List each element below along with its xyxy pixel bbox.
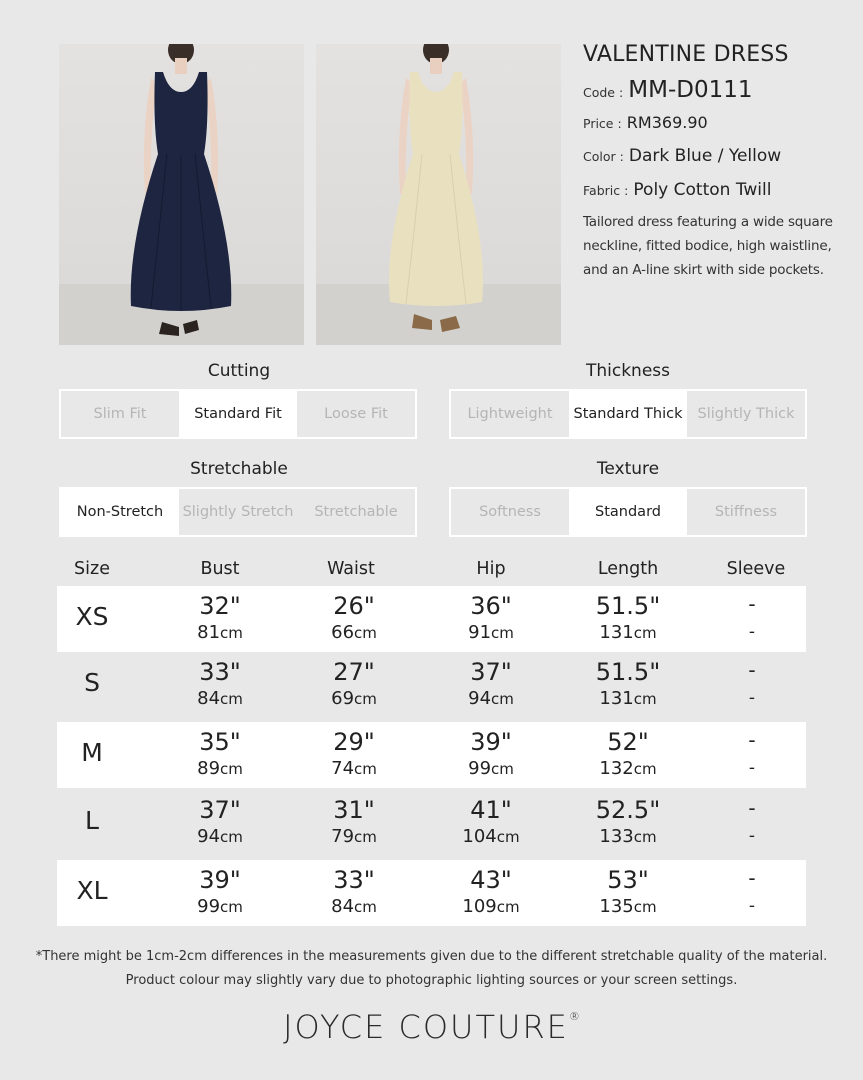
cm-unit: cm [496, 828, 520, 846]
waist-inch-value: 27" [333, 658, 375, 686]
cutting-option-selected[interactable]: Standard Fit [179, 391, 297, 437]
cm-unit: cm [633, 828, 657, 846]
cm-unit: cm [633, 624, 657, 642]
length-inch-value: 51.5" [595, 592, 661, 620]
sleeve-inch-value: - [748, 728, 756, 752]
cm-unit: cm [633, 760, 657, 778]
product-price: RM369.90 [626, 113, 708, 132]
cm-unit: cm [633, 898, 657, 916]
cutting-selector [59, 389, 417, 439]
waist-cm-number: 66 [331, 622, 355, 643]
cm-unit: cm [220, 624, 243, 642]
length-inch-value: 51.5" [595, 658, 661, 686]
cm-unit: cm [491, 624, 514, 642]
bust-inch-value: 37" [199, 796, 241, 824]
cm-unit: cm [491, 690, 514, 708]
waist-inch-value: 26" [333, 592, 375, 620]
size-label: S [84, 668, 100, 697]
sleeve-inch-value: - [748, 866, 756, 890]
hip-cm-number: 94 [468, 688, 492, 709]
product-fabric: Poly Cotton Twill [633, 180, 772, 200]
length-cm-value [599, 758, 656, 779]
bust-cm-value [197, 896, 243, 917]
cm-unit: cm [220, 760, 243, 778]
thickness-option-selected[interactable]: Standard Thick [569, 391, 687, 437]
color-row [583, 146, 853, 166]
length-cm-value [599, 826, 656, 847]
header-length: Length [597, 559, 659, 579]
sleeve-cm-value: - [748, 896, 756, 916]
thickness-option[interactable]: Lightweight [467, 406, 553, 422]
length-inch-value: 53" [607, 866, 649, 894]
length-inch-value: 52.5" [595, 796, 661, 824]
registered-mark: ® [568, 1010, 580, 1023]
bust-cm-number: 89 [197, 758, 221, 779]
stretchable-option[interactable]: Stretchable [314, 504, 398, 520]
table-row [57, 790, 806, 856]
bust-cm-number: 84 [197, 688, 221, 709]
cm-unit: cm [491, 760, 514, 778]
header-size: Size [74, 559, 110, 579]
bust-cm-value [197, 758, 243, 779]
sleeve-inch-value: - [748, 658, 756, 682]
texture-title: Texture [596, 459, 660, 479]
thickness-selector [449, 389, 807, 439]
brand-name: JOYCE COUTURE [283, 1008, 569, 1046]
waist-inch-value: 29" [333, 728, 375, 756]
size-label: XL [76, 876, 108, 905]
header-waist: Waist [327, 559, 375, 579]
hip-cm-number: 91 [468, 622, 492, 643]
waist-inch-value: 33" [333, 866, 375, 894]
cm-unit: cm [354, 898, 377, 916]
length-cm-number: 132 [599, 758, 634, 779]
color-label: Color : [583, 149, 624, 164]
colour-note: Product colour may slightly vary due to photographic lighting sources or your screen settings. [125, 973, 738, 988]
bust-inch-value: 32" [199, 592, 241, 620]
cm-unit: cm [220, 898, 243, 916]
fabric-label: Fabric : [583, 183, 629, 198]
hip-cm-number: 99 [468, 758, 492, 779]
table-row [57, 652, 806, 718]
product-description: Tailored dress featuring a wide square neckline, fitted bodice, high waistline, and an A-line skirt with side pockets. [583, 214, 833, 278]
stretchable-option[interactable]: Slightly Stretch [182, 504, 294, 520]
cm-unit: cm [633, 690, 657, 708]
dark-blue-dress-photo [59, 44, 304, 345]
price-row [583, 113, 853, 132]
cm-unit: cm [220, 828, 243, 846]
header-sleeve: Sleeve [726, 559, 786, 579]
stretchable-title: Stretchable [190, 459, 288, 479]
waist-cm-number: 84 [331, 896, 355, 917]
length-cm-value [599, 688, 656, 709]
length-cm-number: 131 [599, 688, 634, 709]
length-cm-value [599, 622, 656, 643]
bust-inch-value: 39" [199, 866, 241, 894]
hip-inch-value: 37" [470, 658, 512, 686]
waist-cm-number: 74 [331, 758, 355, 779]
hip-cm-value [468, 758, 514, 779]
cm-unit: cm [354, 690, 377, 708]
length-cm-number: 135 [599, 896, 634, 917]
waist-cm-value [331, 826, 377, 847]
fabric-row [583, 180, 853, 200]
cutting-title: Cutting [207, 361, 271, 381]
price-label: Price : [583, 116, 622, 131]
sleeve-cm-value: - [748, 758, 756, 778]
length-cm-number: 131 [599, 622, 634, 643]
length-cm-value [599, 896, 656, 917]
bust-cm-number: 94 [197, 826, 221, 847]
stretchable-option-selected[interactable]: Non-Stretch [61, 489, 179, 535]
cutting-option[interactable]: Loose Fit [324, 406, 388, 422]
sleeve-inch-value: - [748, 592, 756, 616]
product-color: Dark Blue / Yellow [628, 146, 782, 166]
hip-inch-value: 36" [470, 592, 512, 620]
sleeve-cm-value: - [748, 826, 756, 846]
thickness-option[interactable]: Slightly Thick [697, 406, 795, 422]
bust-cm-value [197, 826, 243, 847]
size-label: XS [75, 602, 109, 631]
cm-unit: cm [354, 760, 377, 778]
sleeve-cm-value: - [748, 622, 756, 642]
bust-inch-value: 35" [199, 728, 241, 756]
size-table-header [57, 559, 807, 583]
thickness-title: Thickness [585, 361, 671, 381]
length-cm-number: 133 [599, 826, 634, 847]
texture-option[interactable]: Stiffness [714, 504, 778, 520]
waist-cm-value [331, 622, 377, 643]
waist-cm-number: 69 [331, 688, 355, 709]
cm-unit: cm [354, 828, 377, 846]
waist-cm-value [331, 688, 377, 709]
waist-cm-value [331, 758, 377, 779]
bust-cm-number: 99 [197, 896, 221, 917]
cm-unit: cm [354, 624, 377, 642]
bust-cm-number: 81 [197, 622, 221, 643]
header-bust: Bust [200, 559, 240, 579]
texture-option-selected[interactable]: Standard [569, 489, 687, 535]
sleeve-inch-value: - [748, 796, 756, 820]
hip-cm-value [462, 826, 519, 847]
sleeve-cm-value: - [748, 688, 756, 708]
stretchable-selector [59, 487, 417, 537]
brand-logo [0, 1008, 863, 1046]
code-label: Code : [583, 85, 624, 100]
cm-unit: cm [496, 898, 520, 916]
cutting-option[interactable]: Slim Fit [93, 406, 147, 422]
product-info [583, 40, 853, 282]
waist-cm-value [331, 896, 377, 917]
texture-selector [449, 487, 807, 537]
hip-cm-number: 109 [462, 896, 497, 917]
table-row [57, 722, 806, 788]
table-row [57, 586, 806, 652]
product-code: MM-D0111 [628, 77, 753, 103]
waist-cm-number: 79 [331, 826, 355, 847]
hip-inch-value: 39" [470, 728, 512, 756]
table-row [57, 860, 806, 926]
hip-cm-value [468, 688, 514, 709]
bust-cm-value [197, 688, 243, 709]
hip-cm-value [468, 622, 514, 643]
hip-inch-value: 41" [470, 796, 512, 824]
measurement-note: *There might be 1cm-2cm differences in the measurements given due to the different stretchable quality of the material. [35, 949, 828, 964]
length-inch-value: 52" [607, 728, 649, 756]
header-hip: Hip [476, 559, 506, 579]
hip-cm-value [462, 896, 519, 917]
code-row [583, 77, 853, 103]
cm-unit: cm [220, 690, 243, 708]
hip-cm-number: 104 [462, 826, 497, 847]
texture-option[interactable]: Softness [479, 504, 541, 520]
hip-inch-value: 43" [470, 866, 512, 894]
product-name: VALENTINE DRESS [583, 42, 789, 67]
bust-inch-value: 33" [199, 658, 241, 686]
bust-cm-value [197, 622, 243, 643]
size-label: L [85, 806, 99, 835]
yellow-dress-photo [316, 44, 561, 345]
size-label: M [81, 738, 103, 767]
waist-inch-value: 31" [333, 796, 375, 824]
